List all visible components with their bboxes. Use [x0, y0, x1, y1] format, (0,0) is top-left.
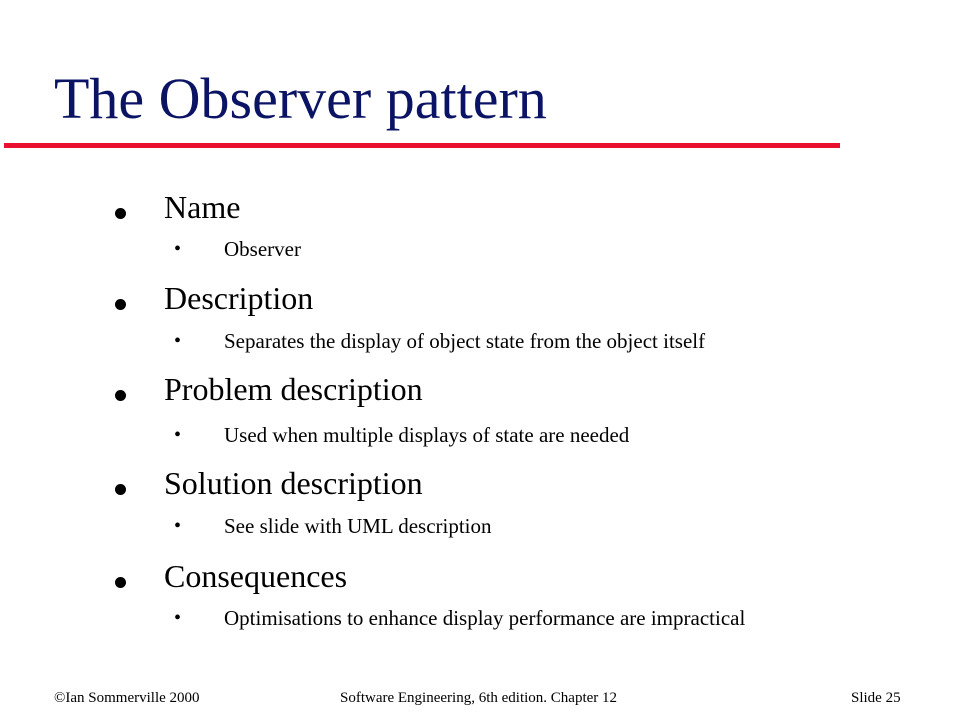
- sub-bullet-text: Used when multiple displays of state are needed: [224, 423, 630, 447]
- slide-title: The Observer pattern: [54, 66, 547, 131]
- sub-bullet-text: Optimisations to enhance display performance are impractical: [224, 606, 746, 630]
- footer-course: Software Engineering, 6th edition. Chapter 12: [340, 690, 618, 706]
- bullet-heading: Description: [164, 280, 314, 316]
- bullet-marker-icon: [115, 484, 126, 495]
- sub-bullet-icon: •: [174, 424, 182, 446]
- sub-bullet-icon: •: [174, 330, 182, 352]
- title-underline: [4, 143, 840, 148]
- bullet-marker-icon: [115, 299, 126, 310]
- sub-bullet-icon: •: [174, 238, 182, 260]
- bullet-marker-icon: [115, 208, 126, 219]
- bullet-heading: Name: [164, 189, 241, 225]
- sub-bullet-text: Observer: [224, 237, 301, 261]
- bullet-marker-icon: [115, 390, 126, 401]
- sub-bullet-text: Separates the display of object state from the object itself: [224, 329, 706, 353]
- bullet-heading: Solution description: [164, 465, 423, 501]
- bullet-marker-icon: [115, 577, 126, 588]
- footer-slide-number: Slide 25: [851, 690, 901, 706]
- bullet-heading: Problem description: [164, 371, 423, 407]
- sub-bullet-text: See slide with UML description: [224, 514, 492, 538]
- sub-bullet-icon: •: [174, 515, 182, 537]
- footer-copyright: ©Ian Sommerville 2000: [54, 690, 200, 706]
- bullet-heading: Consequences: [164, 558, 348, 594]
- sub-bullet-icon: •: [174, 607, 182, 629]
